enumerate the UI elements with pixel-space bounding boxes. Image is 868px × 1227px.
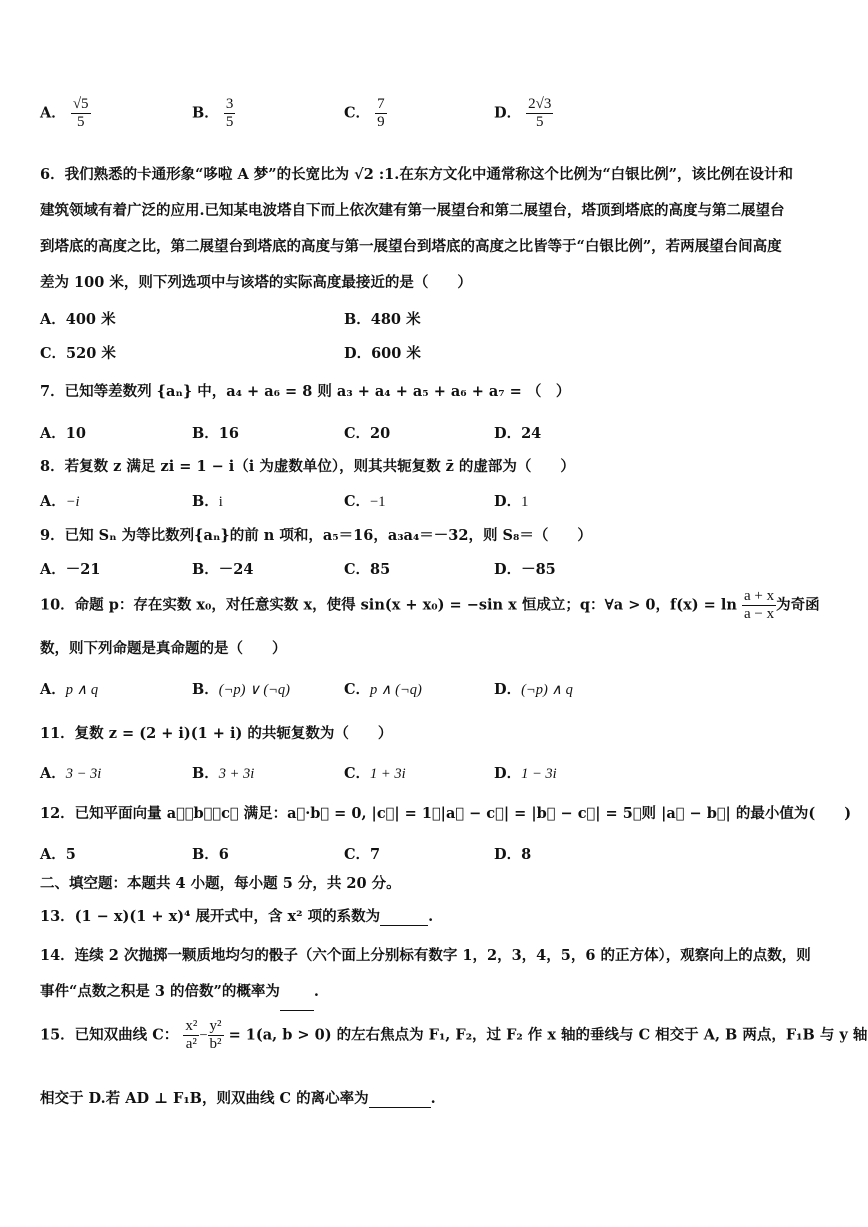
q6-option-a[interactable]: A．400 米 [40,311,116,328]
q11-stem: 11．复数 z = (2 + i)(1 + i) 的共轭复数为（ ） [40,725,393,742]
q7-stem: 7．已知等差数列 {aₙ} 中，a₄ + a₆ = 8 则 a₃ + a₄ + a₅ + a₆ + a₇ = （ ） [40,383,571,400]
q14-stem: 14．连续 2 次抛掷一颗质地均匀的骰子（六个面上分别标有数字 1，2，3，4，5，6 的正方体），观察向上的点数，则 事件“点数之积是 3 的倍数”的概率为 . [40,938,830,1011]
q5-option-c[interactable]: C． $\frac{7}{9}$ [344,96,385,130]
q5-a-fraction: $\frac{√5}{5}$ [72,96,89,130]
q15-fraction-x: $\frac{\text{x²}}{\text{a²}}$ [185,1018,198,1052]
q5-d-fraction: $\frac{2√3}{5}$ [528,96,552,130]
q10-option-c[interactable]: C．p ∧ (¬q) [344,681,422,698]
q13-answer-blank[interactable] [380,908,428,926]
q5-option-d[interactable]: D． $\frac{2√3}{5}$ [494,96,552,130]
q12-stem: 12．已知平面向量 a⃗，b⃗，c⃗ 满足：a⃗·b⃗ = 0, |c⃗| = 1，|a⃗ − c⃗| = |b⃗ − c⃗| = 5，则 |a⃗ − b⃗| 的最小值为( ) [40,805,852,822]
q7-option-a[interactable]: A．10 [40,425,86,442]
q9-option-c[interactable]: C．85 [344,561,391,578]
q12-option-b[interactable]: B．6 [192,846,229,863]
q11-option-b[interactable]: B．3 + 3i [192,765,255,782]
q12-option-c[interactable]: C．7 [344,846,381,863]
q12-option-a[interactable]: A．5 [40,846,76,863]
q13-stem: 13．(1 − x)(1 + x)⁴ 展开式中，含 x² 项的系数为 . [40,908,434,925]
q7-option-d[interactable]: D．24 [494,425,542,442]
q10-stem-line1: 10．命题 p：存在实数 x₀，对任意实数 x，使得 sin(x + x₀) = −sin x 恒成立；q：∀a > 0，f(x) = ln $\frac{a + x}{a - x}$ 为奇函 [40,588,820,622]
q6-option-c[interactable]: C．520 米 [40,345,116,362]
q8-option-a[interactable]: A．−i [40,493,80,510]
q15-fraction-y: $\frac{\text{y²}}{\text{b²}}$ [209,1018,222,1052]
q5-option-a[interactable]: A． $\frac{√5}{5}$ [40,96,89,130]
q8-stem: 8．若复数 z 满足 zi = 1 − i（i 为虚数单位），则其共轭复数 z̄ 的虚部为（ ） [40,458,575,475]
q6-option-d[interactable]: D．600 米 [344,345,421,362]
q10-option-a[interactable]: A．p ∧ q [40,681,99,698]
q10-stem-line2: 数，则下列命题是真命题的是（ ） [40,640,287,657]
q10-option-d[interactable]: D．(¬p) ∧ q [494,681,573,698]
q15-stem-line1: 15．已知双曲线 C： $\frac{\text{x²}}{\text{a²}}$ − $\frac{\text{y²}}{\text{b²}}$ = 1(a, b > 0) 的左右焦点为 F₁, F₂，过 F₂ 作 x 轴的垂线与 C 相交于 A, B 两点，F₁B 与 y 轴 [40,1018,868,1052]
q9-option-d[interactable]: D．－85 [494,561,556,578]
q8-option-b[interactable]: B．i [192,493,223,510]
q15-stem-line2: 相交于 D.若 AD ⊥ F₁B，则双曲线 C 的离心率为 . [40,1090,436,1107]
q11-option-a[interactable]: A．3 − 3i [40,765,102,782]
q8-option-d[interactable]: D．1 [494,493,529,510]
q11-option-c[interactable]: C．1 + 3i [344,765,406,782]
q9-option-b[interactable]: B．－24 [192,561,254,578]
section-2-heading: 二、填空题：本题共 4 小题，每小题 5 分，共 20 分。 [40,875,401,892]
q5-option-b[interactable]: B． $\frac{3}{5}$ [192,96,234,130]
q11-option-d[interactable]: D．1 − 3i [494,765,557,782]
q5-c-fraction: $\frac{7}{9}$ [377,96,385,130]
q7-option-c[interactable]: C．20 [344,425,391,442]
q15-answer-blank[interactable] [369,1090,431,1108]
q9-stem: 9．已知 Sₙ 为等比数列{aₙ}的前 n 项和，a₅＝16，a₃a₄＝－32，则 S₈＝（ ） [40,527,592,544]
q8-option-c[interactable]: C．−1 [344,493,386,510]
q10-fraction: $\frac{a + x}{a - x}$ [743,588,775,622]
q5-b-fraction: $\frac{3}{5}$ [225,96,234,130]
q9-option-a[interactable]: A．－21 [40,561,101,578]
q10-option-b[interactable]: B．(¬p) ∨ (¬q) [192,681,291,698]
q6-option-b[interactable]: B．480 米 [344,311,421,328]
q14-answer-blank[interactable] [280,974,314,1011]
q12-option-d[interactable]: D．8 [494,846,532,863]
q6-stem: 6．我们熟悉的卡通形象“哆啦 A 梦”的长宽比为 √2 :1.在东方文化中通常称这个比例为“白银比例”，该比例在设计和 建筑领域有着广泛的应用.已知某电波塔自下而上依次建有第一展望台和第二展望台，塔顶到塔底的高度与第二展望台 到塔底的高度之比，第二展望台到塔底的高度与第一展望台到塔底的高度之比皆等于“白银比例”，若两展望台间高度 差为 100 米，则下列选项中与该塔的实际高度最接近的是（ ） [40,166,793,291]
q7-option-b[interactable]: B．16 [192,425,239,442]
